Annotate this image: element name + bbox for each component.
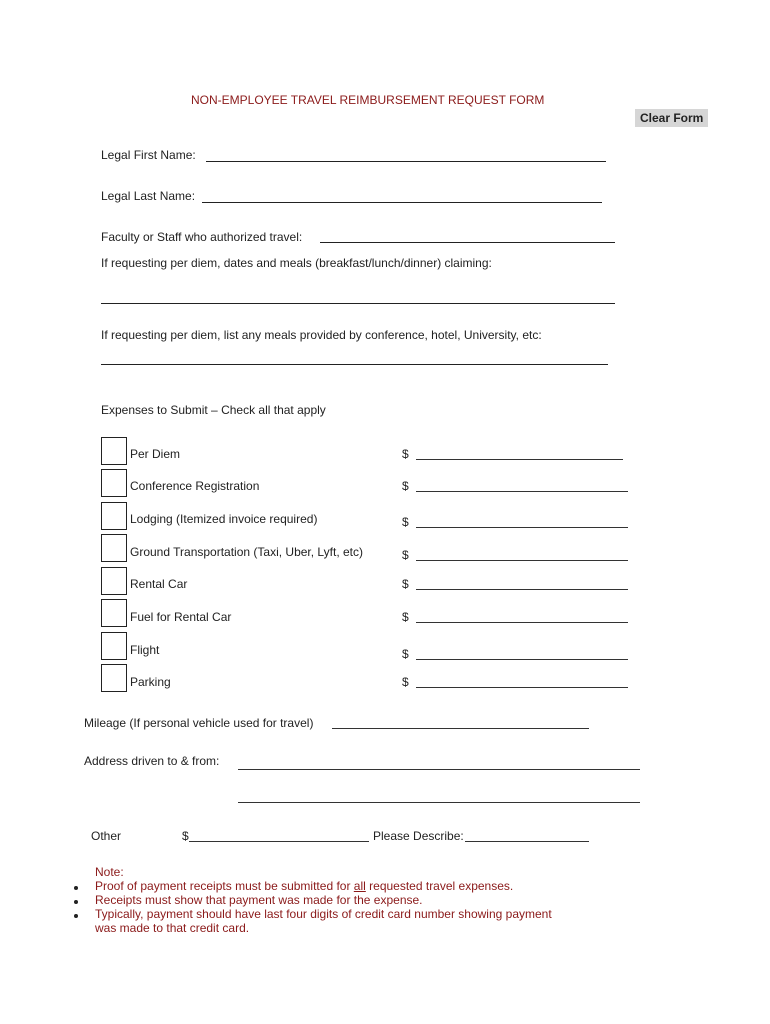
fuel-amount-field[interactable] (416, 622, 628, 623)
bullet-icon (74, 900, 78, 904)
clear-form-button[interactable]: Clear Form (635, 109, 708, 127)
conference-registration-amount-field[interactable] (416, 491, 628, 492)
note-heading: Note: (95, 865, 124, 879)
ground-transportation-amount-field[interactable] (416, 560, 628, 561)
expense-label: Parking (130, 675, 171, 689)
dollar-sign: $ (402, 479, 409, 493)
flight-checkbox[interactable] (101, 632, 127, 660)
fuel-checkbox[interactable] (101, 599, 127, 627)
last-name-field[interactable] (202, 202, 602, 203)
address-field-line-1[interactable] (238, 769, 640, 770)
meals-provided-field[interactable] (101, 364, 608, 365)
address-field-line-2[interactable] (238, 802, 640, 803)
lodging-amount-field[interactable] (416, 527, 628, 528)
parking-checkbox[interactable] (101, 664, 127, 692)
ground-transportation-checkbox[interactable] (101, 534, 127, 562)
dollar-sign: $ (402, 447, 409, 461)
rental-car-checkbox[interactable] (101, 567, 127, 595)
other-label: Other (91, 829, 122, 843)
meals-provided-label: If requesting per diem, list any meals provided by conference, hotel, University, etc: (101, 328, 542, 342)
bullet-icon (74, 914, 78, 918)
expense-label: Fuel for Rental Car (130, 610, 232, 624)
expense-label: Ground Transportation (Taxi, Uber, Lyft, etc) (130, 545, 363, 559)
dollar-sign: $ (402, 647, 409, 661)
first-name-field[interactable] (206, 161, 606, 162)
form-title: NON-EMPLOYEE TRAVEL REIMBURSEMENT REQUEST FORM (191, 93, 545, 107)
lodging-checkbox[interactable] (101, 502, 127, 530)
per-diem-checkbox[interactable] (101, 437, 127, 465)
note-item: Typically, payment should have last four digits of credit card number showing payment (95, 907, 552, 921)
dollar-sign: $ (402, 548, 409, 562)
authorizer-field[interactable] (320, 242, 615, 243)
first-name-label: Legal First Name: (101, 148, 196, 162)
please-describe-label: Please Describe: (373, 829, 464, 843)
authorizer-label: Faculty or Staff who authorized travel: (101, 230, 303, 244)
mileage-field[interactable] (332, 728, 589, 729)
expense-label: Conference Registration (130, 479, 260, 493)
other-dollar-sign: $ (182, 829, 189, 843)
expenses-heading: Expenses to Submit – Check all that apply (101, 403, 326, 417)
note-item-continuation: was made to that credit card. (95, 921, 250, 935)
expense-label: Flight (130, 643, 160, 657)
per-diem-dates-label: If requesting per diem, dates and meals (breakfast/lunch/dinner) claiming: (101, 256, 492, 270)
dollar-sign: $ (402, 610, 409, 624)
note-item: Proof of payment receipts must be submitted for all requested travel expenses. (95, 879, 514, 893)
bullet-icon (74, 886, 78, 890)
dollar-sign: $ (402, 577, 409, 591)
per-diem-dates-field[interactable] (101, 303, 615, 304)
conference-registration-checkbox[interactable] (101, 469, 127, 497)
dollar-sign: $ (402, 515, 409, 529)
note-item: Receipts must show that payment was made for the expense. (95, 893, 423, 907)
dollar-sign: $ (402, 675, 409, 689)
flight-amount-field[interactable] (416, 659, 628, 660)
other-amount-field[interactable] (189, 841, 369, 842)
parking-amount-field[interactable] (416, 687, 628, 688)
mileage-label: Mileage (If personal vehicle used for travel) (84, 716, 314, 730)
expense-label: Per Diem (130, 447, 181, 461)
expense-label: Lodging (Itemized invoice required) (130, 512, 318, 526)
per-diem-amount-field[interactable] (416, 459, 623, 460)
address-label: Address driven to & from: (84, 754, 220, 768)
last-name-label: Legal Last Name: (101, 189, 196, 203)
rental-car-amount-field[interactable] (416, 589, 628, 590)
expense-label: Rental Car (130, 577, 188, 591)
other-description-field[interactable] (465, 841, 589, 842)
